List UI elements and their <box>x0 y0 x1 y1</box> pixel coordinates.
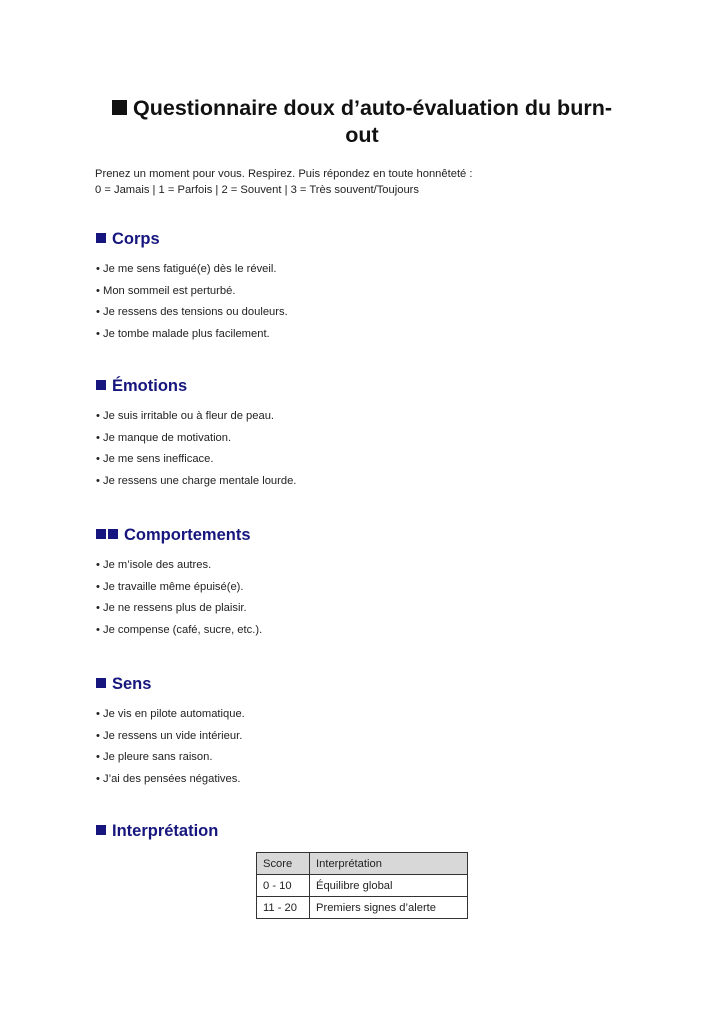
list-item <box>96 623 262 645</box>
bullet-icon: • <box>96 772 100 785</box>
bullet-icon: • <box>96 751 100 764</box>
list-item-text: Je vis en pilote automatique. <box>103 708 245 720</box>
square-icon <box>96 233 106 243</box>
section-list-comportements <box>96 558 262 644</box>
section-heading-corps <box>96 229 160 249</box>
list-item <box>96 431 296 453</box>
list-item-text: Je travaille même épuisé(e). <box>103 580 244 593</box>
list-item <box>96 305 288 327</box>
square-icon <box>108 529 118 539</box>
section-heading-text: Émotions <box>112 377 188 395</box>
square-icon <box>96 529 106 539</box>
bullet-icon: • <box>96 623 100 636</box>
bullet-icon: • <box>96 474 100 487</box>
bullet-icon: • <box>96 729 100 742</box>
square-icon <box>96 380 106 390</box>
interpretation-cell: Premiers signes d’alerte <box>310 897 468 919</box>
bullet-icon: • <box>96 580 100 593</box>
list-item <box>96 601 262 623</box>
section-heading-emotions <box>96 376 187 396</box>
list-item-text: Je ressens une charge mentale lourde. <box>103 474 297 487</box>
list-item-text: Je ne ressens plus de plaisir. <box>103 602 247 615</box>
list-item-text: Je pleure sans raison. <box>103 751 213 764</box>
column-header-score: Score <box>257 853 310 875</box>
score-cell: 0 - 10 <box>257 875 310 897</box>
section-heading-text: Comportements <box>124 526 251 544</box>
document-title <box>100 95 624 149</box>
bullet-icon: • <box>96 263 100 275</box>
square-icon <box>96 825 106 835</box>
list-item-text: Je tombe malade plus facilement. <box>103 327 270 340</box>
list-item-text: Je suis irritable ou à fleur de peau. <box>103 410 275 422</box>
interpretation-cell: Équilibre global <box>310 875 468 897</box>
intro-text <box>95 166 473 198</box>
bullet-icon: • <box>96 559 100 571</box>
black-square-icon <box>112 100 127 115</box>
list-item <box>96 707 245 729</box>
list-item <box>96 558 262 580</box>
document-title-text: Questionnaire doux d’auto-évaluation du burn-out <box>133 96 612 147</box>
section-heading-text: Sens <box>112 675 152 693</box>
list-item <box>96 409 296 431</box>
list-item-text: Je ressens un vide intérieur. <box>103 729 243 742</box>
list-item <box>96 729 245 751</box>
list-item-text: Je me sens fatigué(e) dès le réveil. <box>103 263 277 275</box>
table-header-row <box>257 853 468 875</box>
list-item <box>96 452 296 474</box>
list-item <box>96 772 245 794</box>
bullet-icon: • <box>96 431 100 444</box>
list-item-text: Je ressens des tensions ou douleurs. <box>103 306 288 319</box>
bullet-icon: • <box>96 453 100 466</box>
table-row <box>257 897 468 919</box>
section-heading-sens <box>96 674 151 694</box>
list-item-text: Je manque de motivation. <box>103 431 232 444</box>
score-cell: 11 - 20 <box>257 897 310 919</box>
list-item-text: Je m’isole des autres. <box>103 559 212 571</box>
list-item <box>96 327 288 349</box>
scale-legend: 0 = Jamais | 1 = Parfois | 2 = Souvent | 3 = Très souvent/Toujours <box>95 184 420 196</box>
bullet-icon: • <box>96 708 100 720</box>
list-item <box>96 580 262 602</box>
intro-instruction: Prenez un moment pour vous. Respirez. Puis répondez en toute honnêteté : <box>95 168 473 180</box>
bullet-icon: • <box>96 327 100 340</box>
section-heading-interpretation <box>96 821 218 841</box>
list-item <box>96 284 288 306</box>
list-item-text: Je compense (café, sucre, etc.). <box>103 623 263 636</box>
column-header-interpretation: Interprétation <box>310 853 468 875</box>
section-heading-comportements <box>96 525 251 545</box>
bullet-icon: • <box>96 410 100 422</box>
bullet-icon: • <box>96 306 100 319</box>
list-item-text: Je me sens inefficace. <box>103 453 214 466</box>
section-list-corps <box>96 262 288 348</box>
list-item-text: J’ai des pensées négatives. <box>103 772 241 785</box>
section-list-emotions <box>96 409 296 495</box>
square-icon <box>96 678 106 688</box>
table-row <box>257 875 468 897</box>
bullet-icon: • <box>96 602 100 615</box>
list-item-text: Mon sommeil est perturbé. <box>103 284 236 297</box>
bullet-icon: • <box>96 284 100 297</box>
interpretation-table <box>256 852 468 919</box>
section-heading-text: Corps <box>112 230 160 248</box>
list-item <box>96 262 288 284</box>
section-list-sens <box>96 707 245 793</box>
section-heading-text: Interprétation <box>112 822 219 840</box>
list-item <box>96 474 296 496</box>
list-item <box>96 750 245 772</box>
